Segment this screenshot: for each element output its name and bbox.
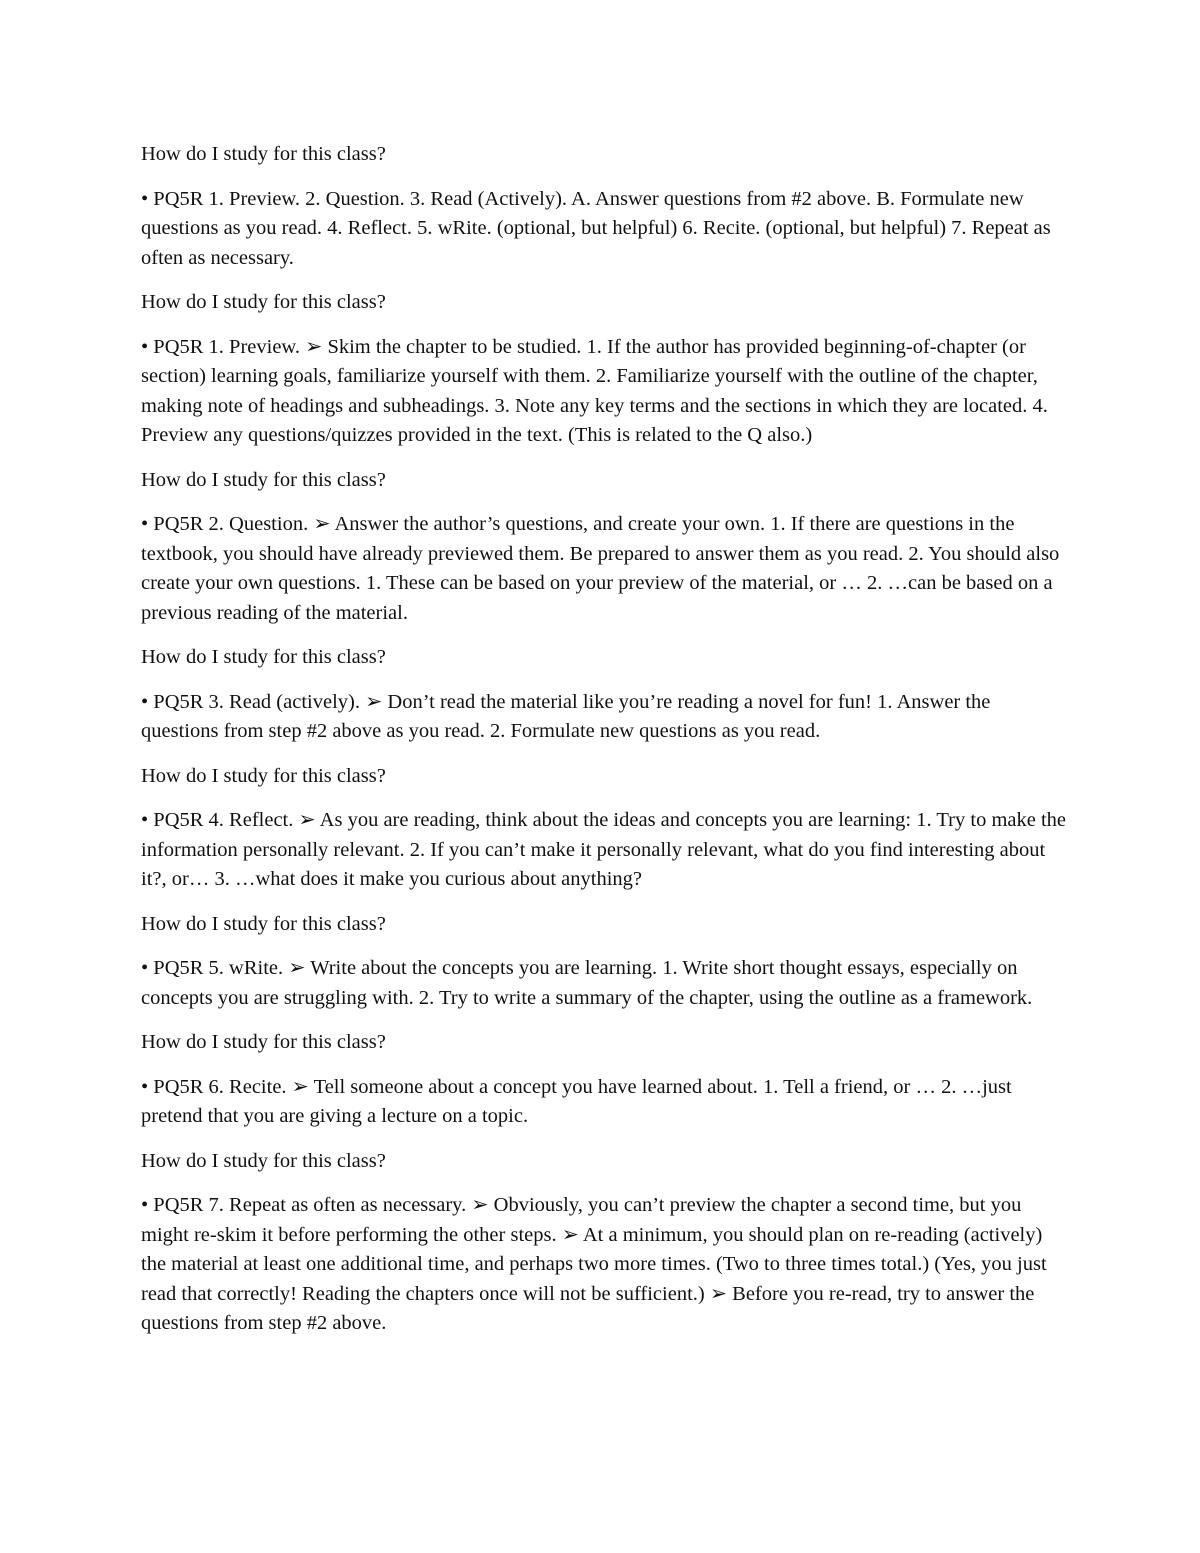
section-preview <box>141 288 1066 451</box>
section-preview-overview <box>141 140 1066 273</box>
section-body: • PQ5R 2. Question. ➢ Answer the author’s questions, and create your own. 1. If there are questions in the textbook, you should have already previewed them. Be prepared to answer them as you read. 2. You should also create your own questions. 1. These can be based on your preview of the material, or … 2. …can be based on a previous reading of the material. <box>141 513 1060 624</box>
section-heading: How do I study for this class? <box>141 1149 386 1172</box>
section-body: • PQ5R 7. Repeat as often as necessary. ➢ Obviously, you can’t preview the chapter a second time, but you might re-skim it before performing the other steps. ➢ At a minimum, you should plan on re-reading (actively) the material at least one additional time, and perhaps two more times. (Two to three times total.) (Yes, you just read that correctly! Reading the chapters once will not be sufficient.) ➢ Before you re-read, try to answer the questions from step #2 above. <box>141 1194 1047 1334</box>
section-body: • PQ5R 1. Preview. 2. Question. 3. Read (Actively). A. Answer questions from #2 above. B. Formulate new questions as you read. 4. Reflect. 5. wRite. (optional, but helpful) 6. Recite. (optional, but helpful) 7. Repeat as often as necessary. <box>141 187 1051 269</box>
section-read <box>141 643 1066 747</box>
section-body: • PQ5R 4. Reflect. ➢ As you are reading, think about the ideas and concepts you are learning: 1. Try to make the information personally relevant. 2. If you can’t make it personally relevant, what do you find interesting about it?, or… 3. …what does it make you curious about anything? <box>141 809 1067 890</box>
section-body: • PQ5R 3. Read (actively). ➢ Don’t read the material like you’re reading a novel for fun! 1. Answer the questions from step #2 above as you read. 2. Formulate new questions as you read. <box>141 690 991 742</box>
section-heading: How do I study for this class? <box>141 646 386 668</box>
section-recite <box>141 1028 1066 1132</box>
section-body: • PQ5R 5. wRite. ➢ Write about the concepts you are learning. 1. Write short thought essays, especially on concepts you are struggling with. 2. Try to write a summary of the chapter, using the outline as a framework. <box>141 957 1033 1009</box>
section-heading: How do I study for this class? <box>141 291 386 313</box>
section-heading: How do I study for this class? <box>141 143 386 165</box>
section-write <box>141 910 1066 1014</box>
section-reflect <box>141 762 1066 895</box>
section-body: • PQ5R 6. Recite. ➢ Tell someone about a concept you have learned about. 1. Tell a friend, or … 2. …just pretend that you are giving a lecture on a topic. <box>141 1075 1012 1127</box>
section-heading: How do I study for this class? <box>141 912 386 935</box>
section-repeat <box>141 1147 1066 1339</box>
section-heading: How do I study for this class? <box>141 1031 386 1053</box>
section-heading: How do I study for this class? <box>141 468 386 491</box>
document-page <box>141 140 1066 1354</box>
section-question <box>141 466 1066 629</box>
section-heading: How do I study for this class? <box>141 764 386 787</box>
section-body: • PQ5R 1. Preview. ➢ Skim the chapter to be studied. 1. If the author has provided beginning-of-chapter (or section) learning goals, familiarize yourself with them. 2. Familiarize yourself with the outline of the chapter, making note of headings and subheadings. 3. Note any key terms and the sections in which they are located. 4. Preview any questions/quizzes provided in the text. (This is related to the Q also.) <box>141 335 1048 446</box>
